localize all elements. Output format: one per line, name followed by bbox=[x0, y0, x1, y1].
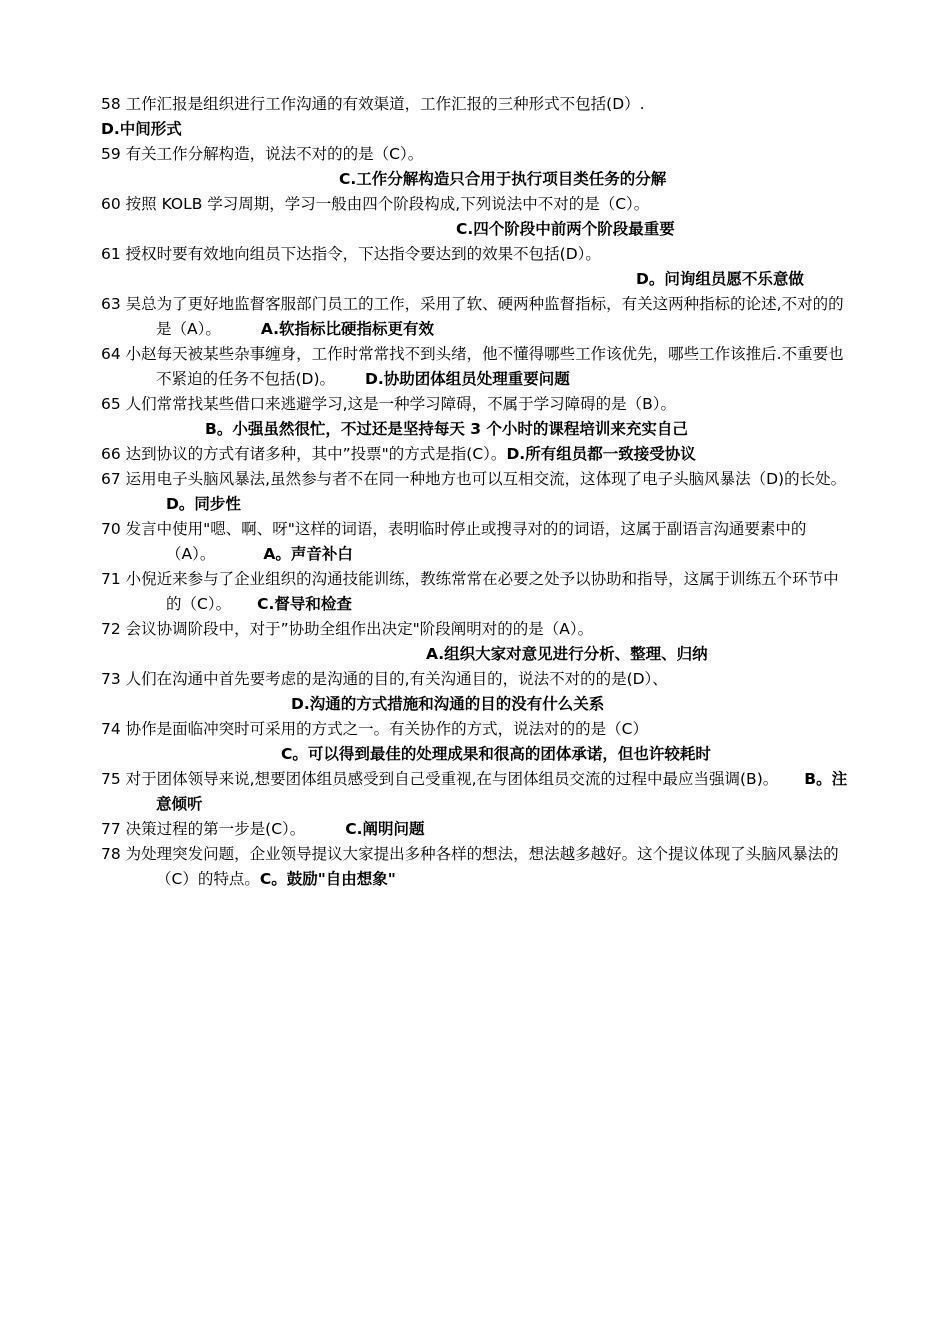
answer-58: D.中间形式 bbox=[101, 120, 182, 138]
question-58: 58 工作汇报是组织进行工作沟通的有效渠道，工作汇报的三种形式不包括(D）. bbox=[101, 95, 645, 113]
answer-78: C。鼓励"自由想象" bbox=[259, 870, 396, 888]
question-71-text: 71 小倪近来参与了企业组织的沟通技能训练，教练常常在必要之处予以协助和指导，这属于训练五个环节中的（C）。 bbox=[101, 570, 839, 613]
answer-66: D.所有组员都一致接受协议 bbox=[506, 445, 696, 463]
question-64 bbox=[101, 342, 853, 392]
question-74: 74 协作是面临冲突时可采用的方式之一。有关协作的方式，说法对的的是（C） bbox=[101, 720, 648, 738]
answer-67: D。同步性 bbox=[166, 495, 241, 513]
answer-75: B。注意倾听 bbox=[156, 770, 848, 813]
question-70 bbox=[101, 517, 853, 567]
question-75-text: 75 对于团体领导来说,想要团体组员感受到自己受重视,在与团体组员交流的过程中最应当强调(B)。 bbox=[101, 770, 779, 788]
answer-65: B。小强虽然很忙，不过还是坚持每天 3 个小时的课程培训来充实自己 bbox=[205, 420, 688, 438]
question-60: 60 按照 KOLB 学习周期，学习一般由四个阶段构成,下列说法中不对的是（C）。 bbox=[101, 195, 650, 213]
question-67 bbox=[101, 467, 853, 517]
question-63 bbox=[101, 292, 853, 342]
answer-72: A.组织大家对意见进行分析、整理、归纳 bbox=[426, 645, 708, 663]
question-66 bbox=[101, 442, 853, 467]
answer-70: A。声音补白 bbox=[263, 545, 353, 563]
question-64-text: 64 小赵每天被某些杂事缠身，工作时常常找不到头绪，他不懂得哪些工作该优先，哪些工作该推后.不重要也不紧迫的任务不包括(D)。 bbox=[101, 345, 844, 388]
question-70-text: 70 发言中使用"嗯、啊、呀"这样的词语，表明临时停止或搜寻对的的词语，这属于副语言沟通要素中的（A）。 bbox=[101, 520, 807, 563]
question-73: 73 人们在沟通中首先要考虑的是沟通的目的,有关沟通目的，说法不对的的是(D）、 bbox=[101, 670, 668, 688]
question-59: 59 有关工作分解构造，说法不对的的是（C）。 bbox=[101, 145, 424, 163]
answer-74: C。可以得到最佳的处理成果和很高的团体承诺，但也许较耗时 bbox=[281, 745, 711, 763]
question-63-text: 63 吴总为了更好地监督客服部门员工的工作，采用了软、硬两种监督指标，有关这两种指标的论述,不对的的是（A）。 bbox=[101, 295, 844, 338]
question-list bbox=[101, 92, 853, 892]
question-77 bbox=[101, 817, 853, 842]
answer-61: D。问询组员愿不乐意做 bbox=[636, 270, 804, 288]
question-65: 65 人们常常找某些借口来逃避学习,这是一种学习障碍，不属于学习障碍的是（B）。 bbox=[101, 395, 676, 413]
answer-63: A.软指标比硬指标更有效 bbox=[260, 320, 435, 338]
question-71 bbox=[101, 567, 853, 617]
answer-60: C.四个阶段中前两个阶段最重要 bbox=[456, 220, 675, 238]
question-72: 72 会议协调阶段中，对于”协助全组作出决定"阶段阐明对的的是（A）。 bbox=[101, 620, 594, 638]
question-67-text: 67 运用电子头脑风暴法,虽然参与者不在同一种地方也可以互相交流，这体现了电子头脑风暴法（D)的长处。 bbox=[101, 470, 847, 488]
question-61: 61 授权时要有效地向组员下达指令，下达指令要达到的效果不包括(D）。 bbox=[101, 245, 601, 263]
question-78 bbox=[101, 842, 853, 892]
question-77-text: 77 决策过程的第一步是(C）。 bbox=[101, 820, 306, 838]
answer-77: C.阐明问题 bbox=[345, 820, 425, 838]
answer-64: D.协助团体组员处理重要问题 bbox=[365, 370, 570, 388]
question-75 bbox=[101, 767, 853, 817]
answer-59: C.工作分解构造只合用于执行项目类任务的分解 bbox=[339, 170, 667, 188]
question-78-text: 78 为处理突发问题，企业领导提议大家提出多种各样的想法，想法越多越好。这个提议体现了头脑风暴法的（C）的特点。 bbox=[101, 845, 839, 888]
question-66-text: 66 达到协议的方式有诸多种，其中”投票"的方式是指(C）。 bbox=[101, 445, 507, 463]
answer-73: D.沟通的方式措施和沟通的目的没有什么关系 bbox=[291, 695, 605, 713]
answer-71: C.督导和检查 bbox=[257, 595, 352, 613]
